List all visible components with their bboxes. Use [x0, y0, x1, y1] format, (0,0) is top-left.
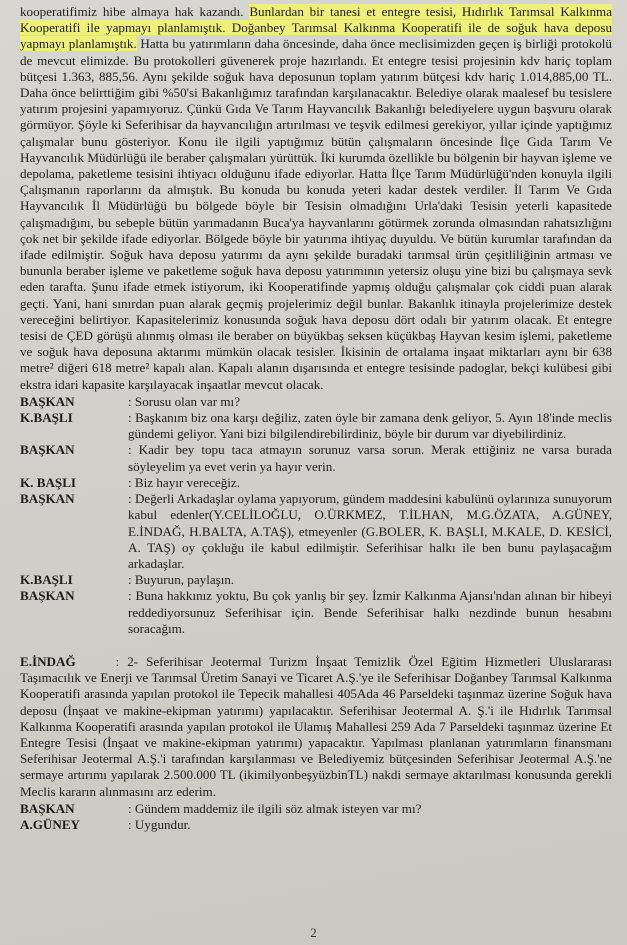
speech-text: : Buna hakkınız yoktu, Bu çok yanlış bir şey. İzmir Kalkınma Ajansı'ndan alınan bir hibeyi reddediyorsunuz Seferihisar için. Bende Seferihisar halkı nezdinde bunun hesabını soracağım.	[128, 588, 612, 636]
speech-line	[20, 491, 612, 572]
speech-line	[20, 475, 612, 491]
speaker-name: BAŞKAN	[20, 800, 75, 816]
agenda-text: : 2- Seferihisar Jeotermal Turizm İnşaat Temizlik Özel Eğitim Hizmetleri Uluslararası Taşımacılık ve Enerji ve Tarımsal Üretim Sanayi ve Ticaret A.Ş.'ye ile Seferihisar Doğanbey Tarımsal Kalkınma Kooperatifi arasında yapılan protokol ile Tepecik mahallesi 405Ada 46 Parseldeki taşınmaz üzerine Soğuk hava deposu (İnşaat ve makine-ekipman yatırımı) yapılacaktır. Seferihisar Jeotermal A. Ş.'i ile Hıdırlık Tarımsal Kalkınma Kooperatifi arasında yapılan protokol ile Ulamış Mahallesi 259 Ada 7 Parseldeki taşınmaz üzerine Et Entegre Tesisi (İnşaat ve makine-ekipman yatırımı) yapacaktır. Yapılması planlanan yatırımların finansmanı Seferihisar Jeotermal A.Ş.'i tarafından karşılanması ve Belediyemiz bütçesinden Seferihisar Jeotermal A.Ş.'ne sermaye artırımı yapılarak 2.500.000 TL (ikimilyonbeşyüzbinTL) nakdi sermaye aktarılması konusunda gerekli Meclis kararın alınmasını arz ederim.	[20, 653, 612, 799]
opening-text-start: kooperatifimiz hibe almaya hak kazandı.	[20, 4, 250, 19]
speaker-name: BAŞKAN	[20, 442, 75, 458]
opening-paragraph	[20, 4, 612, 393]
speech-text: : Başkanım biz ona karşı değiliz, zaten öyle bir zamana denk geliyor, 5. Ayın 18'inde meclis gündemi geliyor. Yani bizi bilgilendirebilirdiniz, böyle bir durum var diyebilirdiniz.	[128, 410, 612, 442]
speech-line	[20, 801, 612, 817]
speaker-name: BAŞKAN	[20, 491, 75, 507]
speaker-name: K. BAŞLI	[20, 474, 77, 490]
opening-text-rest: Hatta bu yatırımların daha öncesinde, daha önce meclisimizden geçen iş birliği protokolü de mevcut elimizde. Bu protokolleri güvenerek proje hazırlandı. Et entegre tesisi projesinin kdv hariç toplam bütçesi 1.363, 885,56. Aynı şekilde soğuk hava deposunun toplam yatırım bütçesi kdv hariç 1.014,885,00 TL. Daha önce belirttiğim gibi %50'si Bakanlığımız tarafından karşılanacaktır. Belediye olarak maalesef bu tesislere yatırım projesini yapamıyoruz. Çünkü Gıda Ve Tarım Hayvancılık Bakanlığı belediyelere uygun başvuru olarak görmüyor. Şöyle ki Seferihisar da hayvancılığın artırılması ve teşvik edilmesi gerekiyor, yıllar içinde yaptığımız çalışmalar bunu gösteriyor. Konu ile ilgili yaptığımız bütün çalışmaların öncesinde İlçe Gıda Tarım Ve Hayvancılık Müdürlüğü ile beraber çalışmaları yürüttük. İki kurumda özellikle bu bölgenin bir hayvan işleme ve depolama, paketleme tesisini ihtiyacı olduğunu ifade ediyorlar. Hatta İlçe Tarım Müdürlüğü'nden konuyla ilgili Çalışmanın raporlarını da almıştık. Bu konuda bu konuda yeteri kadar destek verdiler. İl Tarım Ve Gıda Hayvancılık İl Müdürlüğü bu bölgede böyle bir Tesisin olmadığını Urla'daki Tesisin yeterli kapasitede çalışmadığını, bu sebeple bütün yarımadanın Buca'ya hayvanlarını götürmek zorunda olmasından rahatsızlığını çok net bir şekilde ifade ediyorlar. Bölgede böyle bir yatırıma ihtiyaç duyuldu. Ve bütün kurumlar tarafından da ifade edilmiştir. Soğuk hava deposu yatırımı da aynı şekilde buradaki tarımsal ürün çeşitliliğinin artması ve bununla beraber işleme ve paketleme soğuk hava deposu yatırımının yetersiz oluşu yine bizi bu çalışmaya sevk eden tarafta. Şunu ifade etmek istiyorum, iki Kooperatifinde yapmış olduğu çalışmalar çok ciddi puan alarak geçti. Yani, hani sınırdan puan alarak geçmiş projelerimiz değil bunlar. Bakanlık itinayla projelerimize destek vereceğini belirtiyor. Kapasitelerimiz konusunda soğuk hava deposu dört odalı bir yatırım olacak. Et entegre tesisi de ÇED görüşü alınmış olması ile beraber on büyükbaş seksen küçükbaş Hayvan kesim işlemi, paketleme ve soğuk hava deposuna aktarımı mümkün olacak tesisler. İkisinin de ortalama inşaat miktarları aynı bir 638 metre² diğeri 618 metre² kapalı alan. Kapalı alanın dışarısında et entegre tesisinde padoglar, bekçi kulübesi gibi ekstra idari kapasite karşılayacak inşaatlar mevcut olacak.	[20, 36, 612, 392]
speaker-name: BAŞKAN	[20, 588, 75, 604]
speech-text: : Buyurun, paylaşın.	[128, 572, 235, 588]
spacer	[20, 637, 612, 654]
speech-text: : Gündem maddemiz ile ilgili söz almak isteyen var mı?	[128, 800, 422, 816]
speech-text: : Değerli Arkadaşlar oylama yapıyorum, gündem maddesini kabulünü oylarınıza sunuyorum kabul edenler(Y.CELİLOĞLU, O.ÜRKMEZ, T.İLHAN, M.G.ÖZATA, A.GÜNEY, E.İNDAĞ, H.BALTA, A.TAŞ), etmeyenler (G.BOLER, K. BAŞLI, M.KALE, D. KESİCİ, A. TAŞ) oy çokluğu ile kabul edilmiştir. Seferihisar halkı ile ben bunu paylaşacağım arkadaşlar.	[128, 491, 612, 571]
speech-line	[20, 410, 612, 442]
speaker-name: K.BAŞLI	[20, 572, 73, 588]
page-content	[20, 4, 612, 833]
speaker-name: A.GÜNEY	[20, 816, 81, 832]
speech-text: : Uygundur.	[128, 816, 191, 832]
speech-text: : Sorusu olan var mı?	[128, 393, 241, 409]
speech-line	[20, 442, 612, 474]
closing-dialogue	[20, 801, 612, 833]
page-number: 2	[310, 925, 317, 940]
speech-line	[20, 817, 612, 833]
agenda-speaker: E.İNDAĞ	[20, 653, 76, 669]
speaker-name: K.BAŞLI	[20, 410, 73, 426]
dialogue-section	[20, 394, 612, 637]
speech-line	[20, 572, 612, 588]
highlighted-text: Bunlardan bir tanesi et entegre tesisi, Hıdırlık Tarımsal Kalkınma Kooperatifi ile yapmayı planlamıştık. Doğanbey Tarımsal Kalkınma Kooperatifi ile de soğuk hava deposu yapmayı planlamıştık.	[20, 4, 613, 52]
speech-line	[20, 588, 612, 637]
agenda-item	[20, 654, 612, 800]
speaker-name: BAŞKAN	[20, 393, 75, 409]
speech-text: : Biz hayır vereceğiz.	[128, 474, 240, 490]
speech-line	[20, 394, 612, 410]
speech-text: : Kadir bey topu taca atmayın sorunuz varsa sorun. Merak ettiğiniz ne varsa burada söyleyelim ya evet verin ya hayır verin.	[128, 442, 612, 474]
